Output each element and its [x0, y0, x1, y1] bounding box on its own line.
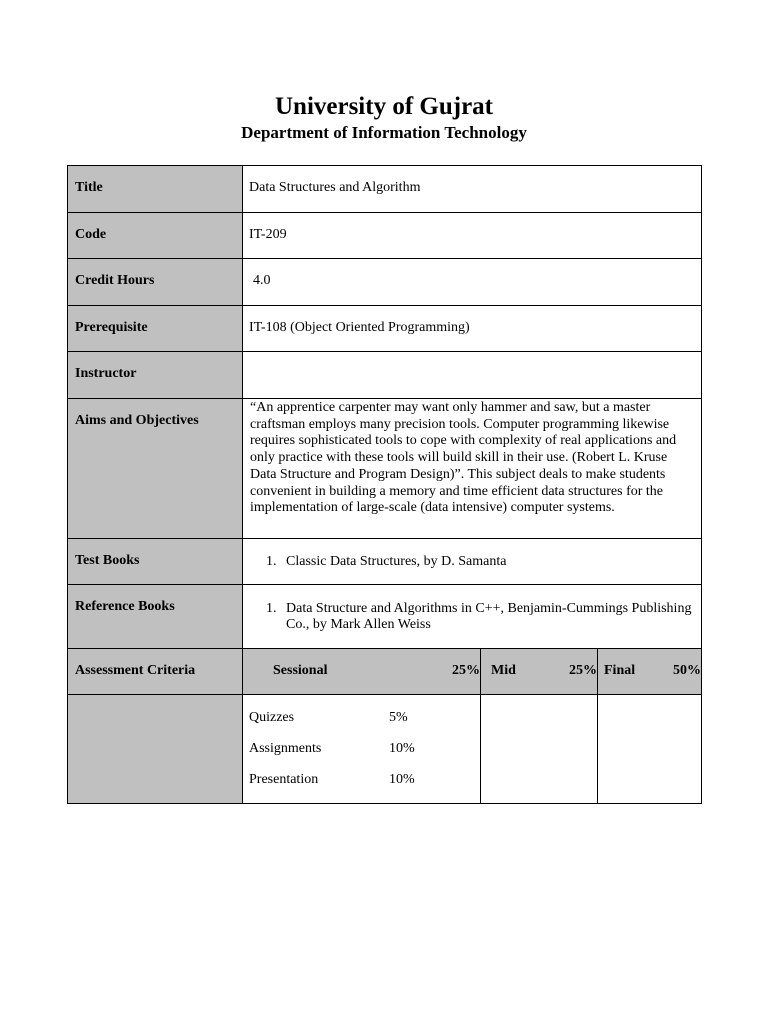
sessional-percent: 25% — [452, 663, 480, 678]
row-title — [68, 166, 702, 213]
breakdown-percent: 10% — [389, 741, 415, 756]
row-credit-hours — [68, 259, 702, 306]
mid-breakdown — [481, 695, 598, 804]
breakdown-name: Assignments — [249, 741, 322, 756]
instructor-value — [243, 352, 702, 399]
row-assessment — [68, 649, 702, 695]
page-title: University of Gujrat — [274, 93, 494, 120]
reference-books-value — [243, 585, 702, 649]
final-breakdown — [598, 695, 702, 804]
breakdown-percent: 10% — [389, 772, 415, 787]
sessional-breakdown — [243, 695, 481, 804]
row-aims — [68, 399, 702, 539]
breakdown-name: Quizzes — [249, 710, 295, 725]
sessional-header — [243, 649, 481, 695]
breakdown-assignments — [249, 741, 480, 772]
breakdown-presentation — [249, 772, 480, 803]
breakdown-label-cell — [68, 695, 243, 804]
mid-percent: 25% — [569, 663, 597, 678]
mid-label: Mid — [491, 663, 516, 678]
credit-hours-value: 4.0 — [243, 259, 702, 306]
row-test-books — [68, 539, 702, 585]
sessional-label: Sessional — [273, 663, 328, 678]
credit-hours-label: Credit Hours — [68, 259, 243, 306]
reference-books-list — [249, 601, 701, 633]
breakdown-name: Presentation — [249, 772, 319, 787]
test-books-value — [243, 539, 702, 585]
page-subtitle: Department of Information Technology — [241, 123, 527, 142]
row-instructor — [68, 352, 702, 399]
row-code — [68, 213, 702, 259]
test-books-list — [249, 554, 701, 570]
test-books-label: Test Books — [68, 539, 243, 585]
code-label: Code — [68, 213, 243, 259]
row-assessment-breakdown — [68, 695, 702, 804]
row-reference-books — [68, 585, 702, 649]
title-value: Data Structures and Algorithm — [243, 166, 702, 213]
list-item: 1. Data Structure and Algorithms in C++, Benjamin-Cummings Publishing Co., by Mark Allen Weiss — [280, 601, 701, 633]
row-prerequisite — [68, 306, 702, 352]
final-header — [598, 649, 702, 695]
code-value: IT-209 — [243, 213, 702, 259]
prerequisite-value: IT-108 (Object Oriented Programming) — [243, 306, 702, 352]
final-label: Final — [604, 663, 636, 678]
breakdown-percent: 5% — [389, 710, 408, 725]
aims-value: “An apprentice carpenter may want only hammer and saw, but a master craftsman employs many precision tools. Computer programming likewise requires sophisticated tools to cope with complexity of real applications and only practice with these tools will build skill in their use. (Robert L. Kruse Data Structure and Program Design)”. This subject deals to make students convenient in building a memory and time efficient data structures for the implementation of large-scale (data intensive) computer systems. — [243, 399, 702, 539]
breakdown-quizzes — [249, 710, 480, 741]
mid-header — [481, 649, 598, 695]
prerequisite-label: Prerequisite — [68, 306, 243, 352]
aims-label: Aims and Objectives — [68, 399, 243, 539]
assessment-label: Assessment Criteria — [68, 649, 243, 695]
final-percent: 50% — [673, 663, 702, 678]
title-label: Title — [68, 166, 243, 213]
reference-books-label: Reference Books — [68, 585, 243, 649]
instructor-label: Instructor — [68, 352, 243, 399]
list-item: 1. Classic Data Structures, by D. Samanta — [280, 554, 701, 570]
course-outline-table — [67, 165, 702, 804]
